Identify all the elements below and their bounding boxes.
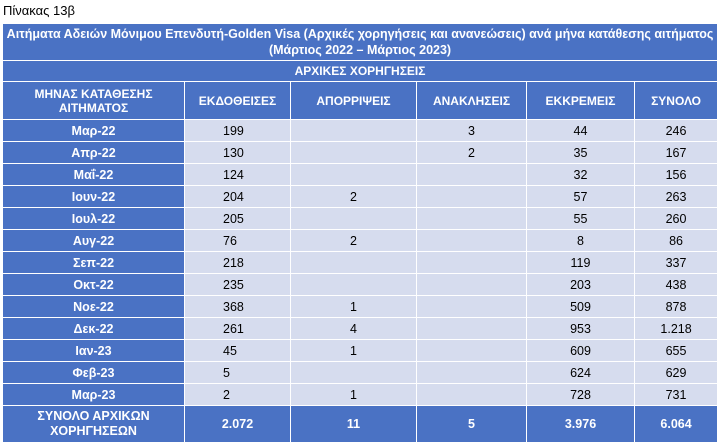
- cell-rejected: [291, 208, 417, 230]
- row-month: Νοε-22: [3, 296, 185, 318]
- cell-rejected: [291, 252, 417, 274]
- cell-revoked: 3: [417, 120, 527, 142]
- cell-rejected: 2: [291, 230, 417, 252]
- cell-total: 655: [635, 340, 718, 362]
- cell-rejected: 1: [291, 296, 417, 318]
- golden-visa-table: [2, 23, 718, 443]
- row-month: Απρ-22: [3, 142, 185, 164]
- cell-pending: 609: [527, 340, 635, 362]
- cell-total: 1.218: [635, 318, 718, 340]
- cell-rejected: [291, 164, 417, 186]
- cell-revoked: [417, 296, 527, 318]
- cell-revoked: [417, 208, 527, 230]
- row-month: Μαρ-23: [3, 384, 185, 406]
- table-row: [3, 142, 718, 164]
- cell-rejected: 1: [291, 384, 417, 406]
- cell-pending: 35: [527, 142, 635, 164]
- cell-revoked: [417, 274, 527, 296]
- cell-issued: 218: [185, 252, 291, 274]
- cell-pending: 119: [527, 252, 635, 274]
- cell-pending: 44: [527, 120, 635, 142]
- cell-revoked: 2: [417, 142, 527, 164]
- column-header-total: ΣΥΝΟΛΟ: [635, 82, 718, 120]
- cell-pending: 953: [527, 318, 635, 340]
- row-month: Μαΐ-22: [3, 164, 185, 186]
- cell-pending: 57: [527, 186, 635, 208]
- cell-revoked: [417, 186, 527, 208]
- cell-total: 629: [635, 362, 718, 384]
- cell-total: 263: [635, 186, 718, 208]
- table-body: [3, 120, 718, 406]
- row-month: Αυγ-22: [3, 230, 185, 252]
- cell-revoked: [417, 340, 527, 362]
- cell-issued: 45: [185, 340, 291, 362]
- totals-pending: 3.976: [527, 406, 635, 443]
- table-row: [3, 340, 718, 362]
- cell-total: 438: [635, 274, 718, 296]
- totals-row: [3, 406, 718, 443]
- table-row: [3, 362, 718, 384]
- cell-issued: 368: [185, 296, 291, 318]
- table-row: [3, 274, 718, 296]
- cell-total: 86: [635, 230, 718, 252]
- cell-total: 167: [635, 142, 718, 164]
- cell-rejected: [291, 362, 417, 384]
- row-month: Οκτ-22: [3, 274, 185, 296]
- column-header-rejected: ΑΠΟΡΡΙΨΕΙΣ: [291, 82, 417, 120]
- cell-revoked: [417, 384, 527, 406]
- cell-total: 878: [635, 296, 718, 318]
- cell-issued: 204: [185, 186, 291, 208]
- table-row: [3, 252, 718, 274]
- totals-issued: 2.072: [185, 406, 291, 443]
- table-row: [3, 296, 718, 318]
- cell-rejected: [291, 142, 417, 164]
- column-header-pending: ΕΚΚΡΕΜΕΙΣ: [527, 82, 635, 120]
- cell-rejected: [291, 120, 417, 142]
- row-month: Ιαν-23: [3, 340, 185, 362]
- cell-pending: 32: [527, 164, 635, 186]
- row-month: Μαρ-22: [3, 120, 185, 142]
- table-caption: Πίνακας 13β: [3, 3, 75, 18]
- cell-pending: 728: [527, 384, 635, 406]
- table-row: [3, 164, 718, 186]
- row-month: Φεβ-23: [3, 362, 185, 384]
- cell-revoked: [417, 362, 527, 384]
- cell-rejected: 1: [291, 340, 417, 362]
- totals-total: 6.064: [635, 406, 718, 443]
- cell-issued: 235: [185, 274, 291, 296]
- cell-total: 337: [635, 252, 718, 274]
- table-row: [3, 120, 718, 142]
- row-month: Δεκ-22: [3, 318, 185, 340]
- cell-issued: 124: [185, 164, 291, 186]
- cell-total: 246: [635, 120, 718, 142]
- cell-issued: 130: [185, 142, 291, 164]
- row-month: Ιουλ-22: [3, 208, 185, 230]
- cell-pending: 8: [527, 230, 635, 252]
- column-header-revoked: ΑΝΑΚΛΗΣΕΙΣ: [417, 82, 527, 120]
- cell-issued: 76: [185, 230, 291, 252]
- cell-pending: 55: [527, 208, 635, 230]
- cell-revoked: [417, 252, 527, 274]
- column-header-issued: ΕΚΔΟΘΕΙΣΕΣ: [185, 82, 291, 120]
- cell-rejected: 2: [291, 186, 417, 208]
- totals-label: ΣΥΝΟΛΟ ΑΡΧΙΚΩΝ ΧΟΡΗΓΗΣΕΩΝ: [3, 406, 185, 443]
- row-month: Ιουν-22: [3, 186, 185, 208]
- totals-revoked: 5: [417, 406, 527, 443]
- totals-rejected: 11: [291, 406, 417, 443]
- cell-total: 731: [635, 384, 718, 406]
- cell-issued: 205: [185, 208, 291, 230]
- table-row: [3, 208, 718, 230]
- cell-rejected: 4: [291, 318, 417, 340]
- table-row: [3, 186, 718, 208]
- cell-issued: 2: [185, 384, 291, 406]
- cell-total: 156: [635, 164, 718, 186]
- table-title: Αιτήματα Αδειών Μόνιμου Επενδυτή-Golden Visa (Αρχικές χορηγήσεις και ανανεώσεις) ανά μήνα κατάθεσης αιτήματος (Μάρτιος 2022 – Μάρτιος 2023): [3, 24, 718, 61]
- cell-issued: 5: [185, 362, 291, 384]
- table-row: [3, 384, 718, 406]
- cell-pending: 509: [527, 296, 635, 318]
- table-row: [3, 230, 718, 252]
- cell-pending: 624: [527, 362, 635, 384]
- cell-revoked: [417, 164, 527, 186]
- cell-issued: 199: [185, 120, 291, 142]
- cell-revoked: [417, 230, 527, 252]
- cell-issued: 261: [185, 318, 291, 340]
- cell-total: 260: [635, 208, 718, 230]
- table-row: [3, 318, 718, 340]
- cell-revoked: [417, 318, 527, 340]
- row-month: Σεπ-22: [3, 252, 185, 274]
- cell-rejected: [291, 274, 417, 296]
- table-subtitle: ΑΡΧΙΚΕΣ ΧΟΡΗΓΗΣΕΙΣ: [3, 61, 718, 82]
- cell-pending: 203: [527, 274, 635, 296]
- column-header-month: ΜΗΝΑΣ ΚΑΤΑΘΕΣΗΣ ΑΙΤΗΜΑΤΟΣ: [3, 82, 185, 120]
